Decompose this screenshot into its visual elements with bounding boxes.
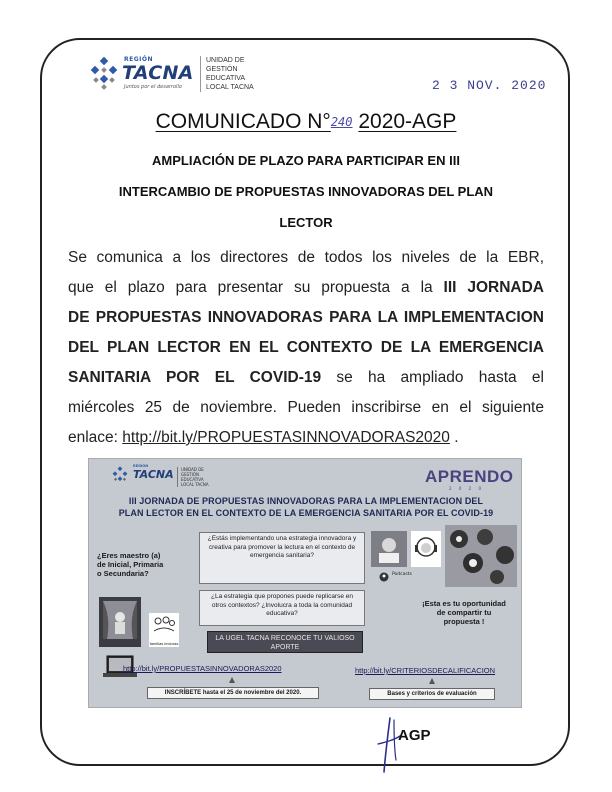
theater-illustration-icon — [99, 597, 141, 647]
page-title — [0, 110, 612, 134]
flyer-question-left: ¿Eres maestro (a) de Inicial, Primaria o Secundaria? — [97, 551, 164, 578]
date-stamp: 2 3 NOV. 2020 — [432, 78, 547, 93]
title-handwritten-number: 240 — [330, 115, 353, 129]
logo-divider — [200, 56, 201, 92]
reading-child-illustration-icon — [371, 531, 407, 567]
digital-media-icons-cluster-icon — [445, 525, 517, 587]
region-tacna-emblem-icon — [88, 56, 120, 92]
familias-lectoras-label: familias lectoras — [149, 641, 179, 646]
body-line: enlace: http://bit.ly/PROPUESTASINNOVADORAS2020 . — [68, 429, 459, 446]
signature-initials: AGP — [398, 727, 431, 744]
aprendo-year: 2 0 2 0 — [449, 486, 484, 491]
flyer-recognition-banner: LA UGEL TACNA RECONOCE TU VALIOSO APORTE — [207, 631, 363, 653]
body-line: DEL PLAN LECTOR EN EL CONTEXTO DE LA EMERGENCIA — [68, 339, 544, 356]
flyer-logo-divider — [177, 467, 178, 487]
flyer-logo-name: TACNA — [133, 468, 174, 481]
flyer-ugel-logo — [111, 465, 231, 489]
arrow-up-icon — [229, 677, 235, 683]
subtitle-line: LECTOR — [279, 215, 333, 230]
body-line: que el plazo para presentar su propuesta a la III JORNADA — [68, 279, 545, 296]
podcast-label: Podcasts — [392, 572, 412, 577]
subtitle — [90, 145, 522, 238]
logo-region-label: REGIÓN — [124, 56, 153, 63]
signup-link[interactable]: http://bit.ly/PROPUESTASINNOVADORAS2020 — [122, 429, 450, 446]
flyer-question-right: ¡Esta es tu oportunidad de compartir tu propuesta ! — [422, 599, 506, 626]
logo-name: TACNA — [122, 62, 194, 84]
body-line: SANITARIA POR EL COVID-19 se ha ampliado hasta el — [68, 369, 544, 386]
body-line: DE PROPUESTAS INNOVADORAS PARA LA IMPLEMENTACION — [68, 309, 544, 326]
body-line: miércoles 25 de noviembre. Pueden inscribirse en el siguiente — [68, 399, 544, 416]
logo-tagline: Juntos por el desarrollo — [124, 84, 182, 90]
podcast-icon — [379, 572, 389, 582]
flyer-title: III JORNADA DE PROPUESTAS INNOVADORAS PARA LA IMPLEMENTACION DEL PLAN LECTOR EN EL CONTEXTO DE LA EMERGENCIA SANITARIA POR EL COVID-19 — [118, 496, 494, 518]
flyer-logo-region: REGIÓN — [133, 464, 149, 468]
arrow-up-icon — [429, 678, 435, 684]
body-line: Se comunica a los directores de todos los niveles de la EBR, — [68, 249, 544, 266]
flyer-signup-link[interactable]: http://bit.ly/PROPUESTASINNOVADORAS2020 — [123, 664, 282, 673]
criteria-button[interactable]: Bases y criterios de evaluación — [369, 688, 495, 700]
body-paragraph — [68, 243, 544, 453]
aprendo-brand: APRENDO — [425, 467, 514, 486]
flyer-criteria-link[interactable]: http://bit.ly/CRITERIOSDECALIFICACION — [355, 666, 496, 675]
flyer-logo-unit: UNIDAD DE GESTIÓN EDUCATIVA LOCAL TACNA — [181, 467, 209, 487]
logo-unit-name: UNIDAD DE GESTIÓN EDUCATIVA LOCAL TACNA — [206, 57, 254, 91]
flyer-question-box-2: ¿La estrategia que propones puede replicarse en otros contextos? ¿Involucra a toda la comunidad educativa? — [199, 590, 365, 626]
title-prefix: COMUNICADO N° — [155, 110, 331, 133]
region-tacna-emblem-icon — [111, 466, 129, 486]
title-suffix: 2020-AGP — [358, 110, 457, 133]
subtitle-line: INTERCAMBIO DE PROPUESTAS INNOVADORAS DEL PLAN — [118, 184, 494, 199]
headphones-girl-illustration-icon — [411, 531, 441, 567]
signature-icon — [376, 714, 412, 776]
ugel-tacna-logo — [88, 52, 268, 98]
event-flyer-image — [88, 458, 522, 708]
signup-deadline-button[interactable]: INSCRÍBETE hasta el 25 de noviembre del 2020. — [147, 687, 319, 699]
subtitle-line: AMPLIACIÓN DE PLAZO PARA PARTICIPAR EN III — [152, 153, 460, 168]
flyer-question-box-1: ¿Estás implementando una estrategia innovadora y creativa para promover la lectura en el contexto de emergencia sanitaria? — [199, 532, 365, 584]
